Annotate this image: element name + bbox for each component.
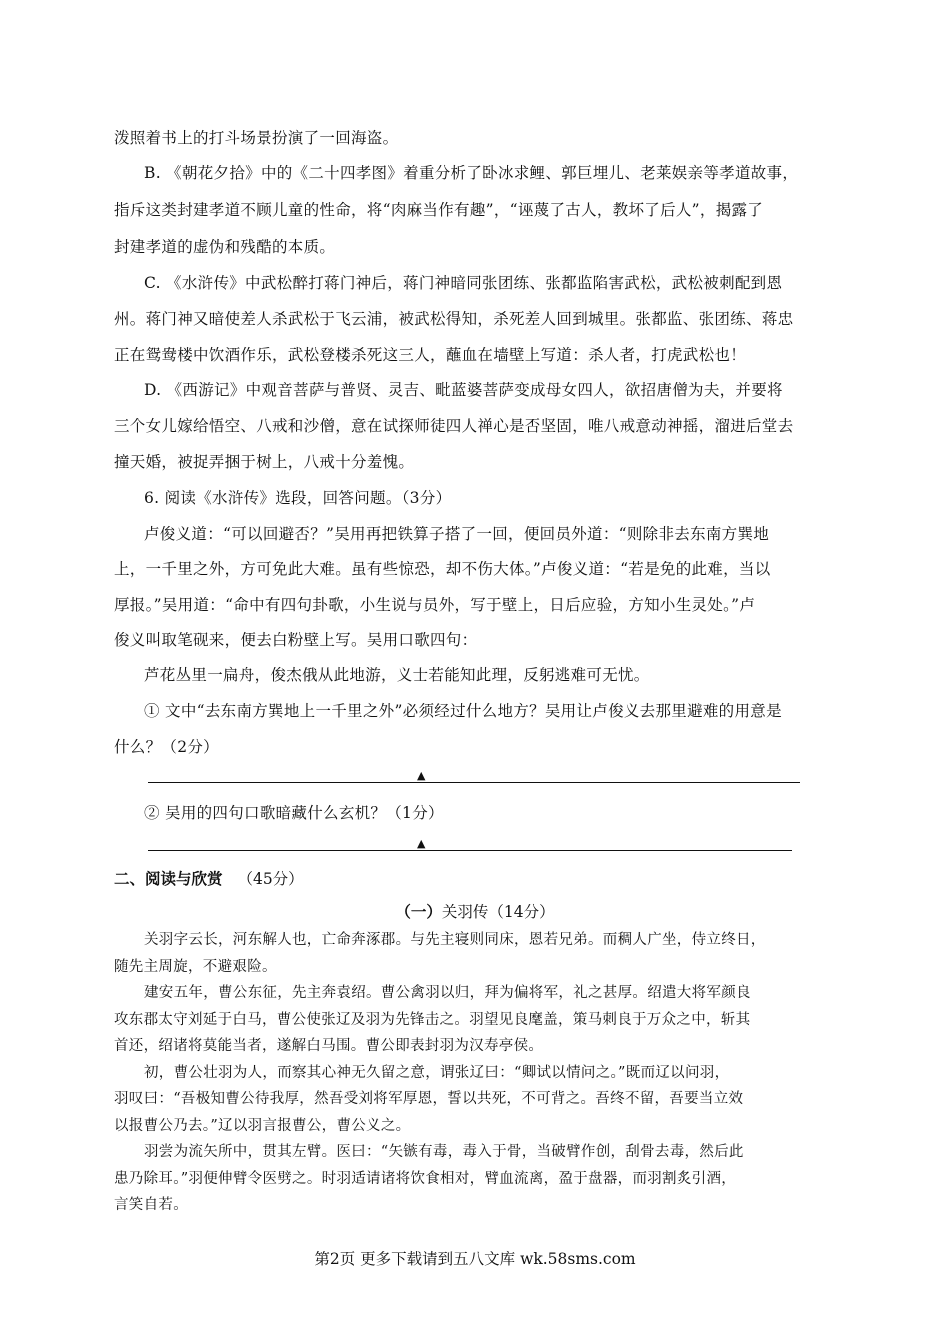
option-d-line: 三个女儿嫁给悟空、八戒和沙僧，意在试探师徒四人禅心是否坚固，唯八戒意动神摇，溜进后堂去 (114, 417, 794, 435)
excerpt-line: 卢俊义道：“可以回避否？”吴用再把铁算子搭了一回，便回员外道：“则除非去东南方巽地 (144, 525, 770, 543)
passage-line: 言笑自若。 (114, 1197, 188, 1213)
passage-line: 患乃除耳。”羽便伸臂令医劈之。时羽适请诸将饮食相对，臂血流离，盈于盘器，而羽割炙引酒， (114, 1171, 737, 1187)
passage-line: 随先主周旋，不避艰险。 (114, 959, 277, 975)
section-score: （45分） (237, 870, 304, 888)
passage-line: 羽尝为流矢所中，贯其左臂。医曰：“矢镞有毒，毒入于骨，当破臂作创，刮骨去毒，然后此 (144, 1144, 744, 1160)
passage-line: 攻东郡太守刘延于白马，曹公使张辽及羽为先锋击之。羽望见良麾盖，策马刺良于万众之中，斩其 (114, 1012, 751, 1028)
passage-number: （一） (395, 903, 442, 921)
passage-heading (0, 900, 950, 922)
text-line: 泼照着书上的打斗场景扮演了一回海盗。 (114, 129, 399, 147)
passage-title: 关羽传（14分） (441, 903, 555, 921)
option-c-line: C. 《水浒传》中武松醉打蒋门神后，蒋门神暗同张团练、张都监陷害武松，武松被刺配到恩 (144, 274, 783, 292)
excerpt-line: 俊义叫取笔砚来，便去白粉壁上写。吴用口歌四句： (114, 631, 478, 649)
answer-marker-icon: ▲ (417, 769, 426, 782)
passage-line: 羽叹曰：“吾极知曹公待我厚，然吾受刘将军厚恩，誓以共死，不可背之。吾终不留，吾要当立效 (114, 1091, 744, 1107)
subquestion-2: ② 吴用的四句口歌暗藏什么玄机？（1分） (144, 804, 444, 822)
option-b-line: 封建孝道的虚伪和残酷的本质。 (114, 238, 336, 256)
option-b-line: B. 《朝花夕拾》中的《二十四孝图》着重分析了卧冰求鲤、郭巨埋儿、老莱娱亲等孝道故事， (144, 164, 799, 182)
answer-marker-icon: ▲ (417, 837, 426, 850)
page-footer: 第2页 更多下载请到五八文库 wk.58sms.com (314, 1250, 636, 1268)
passage-line: 建安五年，曹公东征，先主奔袁绍。曹公禽羽以归，拜为偏将军，礼之甚厚。绍遣大将军颜良 (144, 985, 751, 1001)
question-6-title: 6. 阅读《水浒传》选段，回答问题。（3分） (144, 489, 452, 507)
passage-line: 首还，绍诸将莫能当者，遂解白马围。曹公即表封羽为汉寿亭侯。 (114, 1038, 544, 1054)
section-heading (114, 867, 304, 889)
poem-line: 芦花丛里一扁舟，俊杰俄从此地游，义士若能知此理，反躬逃难可无忧。 (144, 666, 650, 684)
option-b-line: 指斥这类封建孝道不顾儿童的性命，将“肉麻当作有趣”，“诬蔑了古人，教坏了后人”，揭露了 (114, 201, 764, 219)
passage-line: 初，曹公壮羽为人，而察其心神无久留之意，谓张辽曰：“卿试以情问之。”既而辽以问羽， (144, 1065, 730, 1081)
answer-line-1[interactable] (148, 782, 800, 783)
excerpt-line: 上，一千里之外，方可免此大难。虽有些惊恐，却不伤大体。”卢俊义道：“若是免的此难，当以 (114, 560, 771, 578)
excerpt-line: 厚报。”吴用道：“命中有四句卦歌，小生说与员外，写于壁上，日后应验，方知小生灵处。”卢 (114, 596, 756, 614)
subquestion-1: ① 文中“去东南方巽地上一千里之外”必须经过什么地方？吴用让卢俊义去那里避难的用意是 (144, 702, 782, 720)
passage-line: 关羽字云长，河东解人也，亡命奔涿郡。与先主寝则同床，恩若兄弟。而稠人广坐，侍立终日， (144, 932, 766, 948)
option-c-line: 正在鸳鸯楼中饮酒作乐，武松登楼杀死这三人，蘸血在墙壁上写道：杀人者，打虎武松也！ (114, 346, 747, 364)
option-c-line: 州。蒋门神又暗使差人杀武松于飞云浦，被武松得知，杀死差人回到城里。张都监、张团练、蒋忠 (114, 310, 794, 328)
subquestion-1-cont: 什么？（2分） (114, 738, 219, 756)
answer-line-2[interactable] (148, 850, 792, 851)
passage-line: 以报曹公乃去。”辽以羽言报曹公，曹公义之。 (114, 1118, 411, 1134)
section-title: 二、阅读与欣赏 (114, 870, 223, 888)
option-d-line: 撞天婚，被捉弄捆于树上，八戒十分羞愧。 (114, 453, 415, 471)
option-d-line: D. 《西游记》中观音菩萨与普贤、灵吉、毗蓝婆菩萨变成母女四人，欲招唐僧为夫，并要将 (144, 381, 783, 399)
